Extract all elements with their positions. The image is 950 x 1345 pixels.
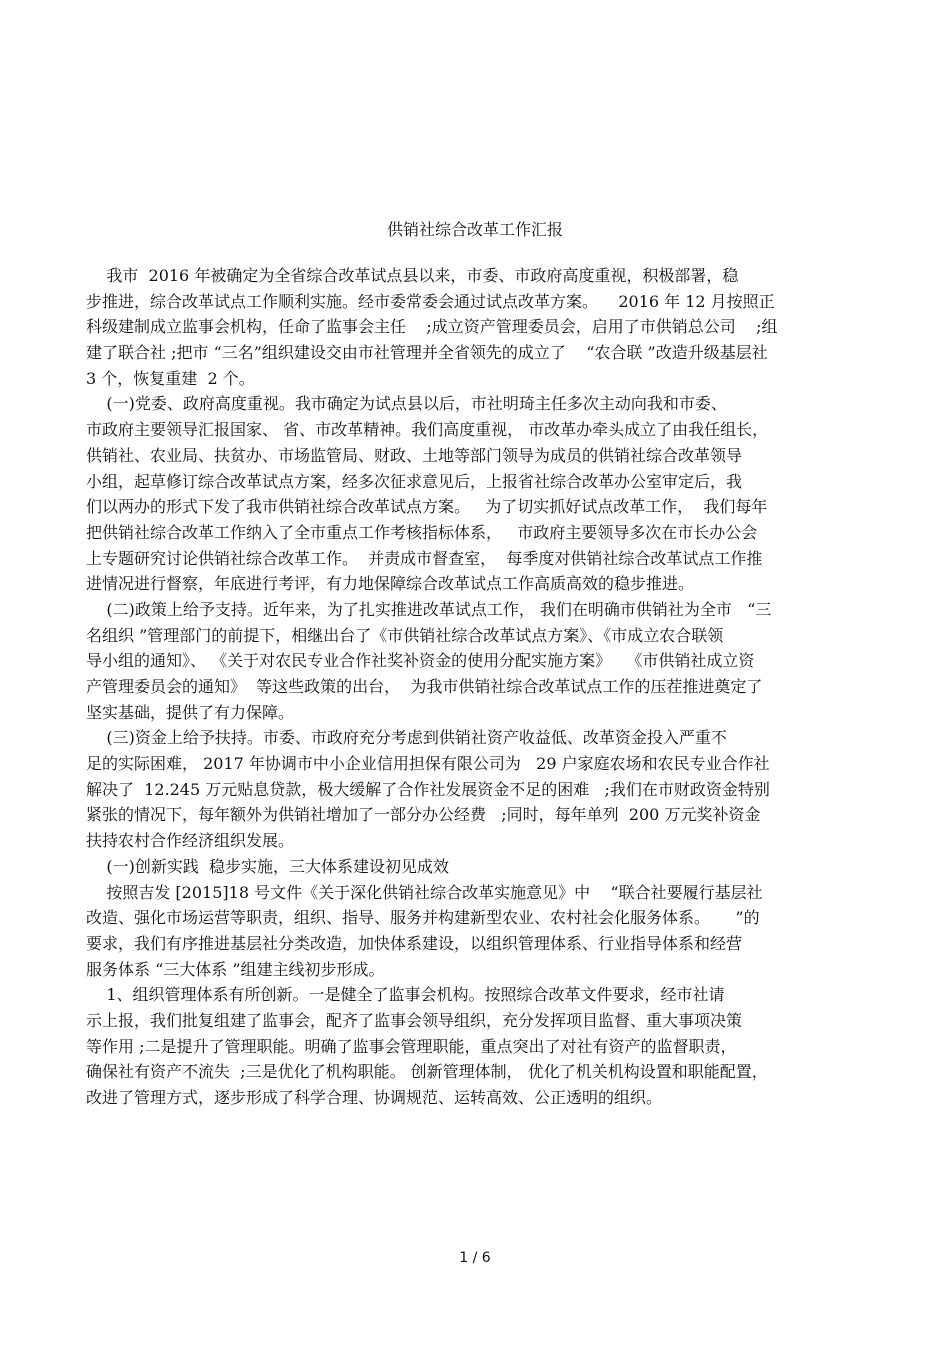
paragraph-intro bbox=[86, 263, 876, 391]
text-line: 们以两办的形式下发了我市供销社综合改革试点方案。 为了切实抓好试点改革工作， 我们每年 bbox=[86, 497, 768, 517]
text-line: 确保社有资产不流失 ;三是优化了机构职能。 创新管理体制， 优化了机关机构设置和职能配置， bbox=[86, 1062, 768, 1082]
text-line: 产管理委员会的通知》 等这些政策的出台， 为我市供销社综合改革试点工作的压茬推进奠定了 bbox=[86, 677, 763, 696]
text-line: 小组，起草修订综合改革试点方案，经多次征求意见后，上报省社综合改革办公室审定后，我 bbox=[86, 471, 743, 491]
text-line: 3 个，恢复重建 2 个。 bbox=[86, 368, 255, 388]
paragraph-leadership bbox=[86, 391, 876, 597]
text-line: 市政府主要领导汇报国家、 省、市改革精神。我们高度重视， 市改革办牵头成立了由我任组长， bbox=[86, 420, 769, 440]
text-line: 等作用 ;二是提升了管理职能。明确了监事会管理职能，重点突出了对社有资产的监督职责， bbox=[86, 1036, 737, 1056]
text-line: 进情况进行督察，年底进行考评，有力地保障综合改革试点工作高质高效的稳步推进。 bbox=[86, 574, 695, 594]
text-line: 解决了 12.245 万元贴息贷款，极大缓解了合作社发展资金不足的困难 ;我们在市财政资金特别 bbox=[86, 779, 770, 799]
paragraph-funding bbox=[86, 725, 876, 853]
text-line: 上专题研究讨论供销社综合改革工作。 并责成市督查室， 每季度对供销社综合改革试点工作推 bbox=[86, 548, 763, 568]
text-line: 按照吉发 [2015]18 号文件《关于深化供销社综合改革实施意见》中 “联合社要履行基层社 bbox=[86, 882, 763, 902]
text-line: 导小组的通知》、 《关于对农民专业合作社奖补资金的使用分配实施方案》 《市供销社成立资 bbox=[86, 651, 755, 671]
text-line: 把供销社综合改革工作纳入了全市重点工作考核指标体系， 市政府主要领导多次在市长办公会 bbox=[86, 522, 758, 542]
text-line: 服务体系 “三大体系 ”组建主线初步形成。 bbox=[86, 959, 385, 979]
text-line: 步推进，综合改革试点工作顺利实施。经市委常委会通过试点改革方案。 2016 年 12 月按照正 bbox=[86, 291, 775, 311]
text-line: 足的实际困难， 2017 年协调市中小企业信用担保有限公司为 29 户家庭农场和农民专业合作社 bbox=[86, 754, 770, 774]
document-title: 供销社综合改革工作汇报 bbox=[386, 220, 563, 239]
paragraph-three-systems bbox=[86, 880, 876, 983]
text-line: 示上报，我们批复组建了监事会，配齐了监事会领导组织，充分发挥项目监督、重大事项决策 bbox=[86, 1010, 743, 1030]
text-line: (一)创新实践 稳步实施，三大体系建设初见成效 bbox=[86, 856, 450, 876]
text-line: 紧张的情况下，每年额外为供销社增加了一部分办公经费 ;同时，每年单列 200 万元奖补资金 bbox=[86, 805, 761, 825]
text-line: 改进了管理方式，逐步形成了科学合理、协调规范、运转高效、公正透明的组织。 bbox=[86, 1088, 663, 1107]
paragraph-policy bbox=[86, 597, 876, 725]
page-number: 1 / 6 bbox=[459, 1250, 491, 1266]
text-line: 名组织 ”管理部门的前提下，相继出台了《市供销社综合改革试点方案》、《市成立农合联领 bbox=[86, 625, 724, 645]
text-line: 我市 2016 年被确定为全省综合改革试点县以来，市委、市政府高度重视，积极部署，稳 bbox=[86, 266, 739, 285]
text-line: (一)党委、政府高度重视。我市确定为试点县以后，市社明琦主任多次主动向我和市委、 bbox=[86, 394, 727, 414]
text-line: (二)政策上给予支持。近年来，为了扎实推进改革试点工作， 我们在明确市供销社为全市 “三 bbox=[86, 599, 772, 619]
paragraph-organization bbox=[86, 982, 876, 1110]
text-line: 建了联合社 ;把市 “三名”组织建设交由市社管理并全省领先的成立了 “农合联 ”改造升级基层社 bbox=[86, 343, 768, 363]
document-body bbox=[86, 263, 876, 1111]
section-heading bbox=[86, 854, 876, 880]
text-line: 1、组织管理体系有所创新。一是健全了监事会机构。按照综合改革文件要求，经市社请 bbox=[86, 985, 725, 1005]
text-line: 坚实基础，提供了有力保障。 bbox=[86, 702, 295, 722]
text-line: 要求，我们有序推进基层社分类改造，加快体系建设，以组织管理体系、行业指导体系和经营 bbox=[86, 933, 743, 953]
text-line: 扶持农村合作经济组织发展。 bbox=[86, 831, 295, 851]
text-line: (三)资金上给予扶持。市委、市政府充分考虑到供销社资产收益低、改革资金投入严重不 bbox=[86, 728, 727, 748]
text-line: 科级建制成立监事会机构，任命了监事会主任 ;成立资产管理委员会，启用了市供销总公司 ;组 bbox=[86, 317, 778, 337]
text-line: 改造、强化市场运营等职责，组织、指导、服务并构建新型农业、农村社会化服务体系。 ”的 bbox=[86, 908, 760, 928]
text-line: 供销社、农业局、扶贫办、市场监管局、财政、土地等部门领导为成员的供销社综合改革领导 bbox=[86, 445, 743, 465]
